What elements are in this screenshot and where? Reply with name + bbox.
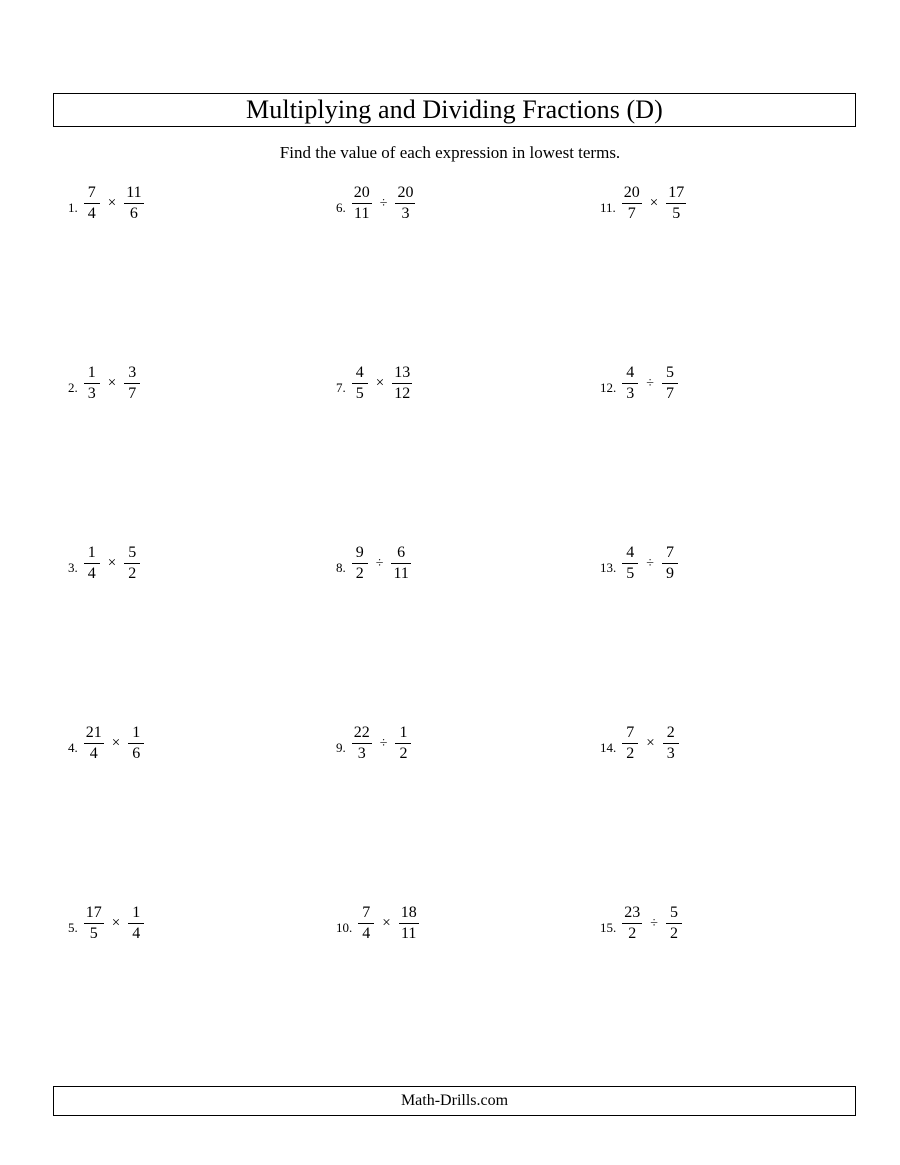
fraction-bar [662,383,678,384]
fraction-denominator: 2 [628,924,637,942]
expression [352,184,416,222]
problem-number: 4. [68,740,78,755]
instructions-text: Find the value of each expression in lowest terms. [279,143,621,162]
expression [358,904,418,942]
fraction-bar [84,203,100,204]
fraction [84,364,100,402]
fraction-numerator: 17 [668,184,685,202]
fraction-denominator: 2 [626,744,635,762]
fraction-numerator: 7 [626,724,635,742]
expression [622,364,678,402]
fraction [84,184,100,222]
fraction-denominator: 2 [399,744,408,762]
fraction-numerator: 4 [626,544,635,562]
multiply-operator: × [107,555,117,571]
problem-row [0,895,900,1075]
fraction-numerator: 7 [87,184,96,202]
problem-item [336,355,412,411]
fraction-numerator: 22 [353,724,370,742]
fraction-bar [124,383,140,384]
fraction [666,184,686,222]
problem-item [600,715,679,771]
fraction-denominator: 11 [401,924,417,942]
problem-row [0,535,900,715]
fraction-numerator: 4 [355,364,364,382]
fraction-bar [352,203,372,204]
fraction-bar [395,203,415,204]
fraction-numerator: 20 [353,184,370,202]
problem-item [600,535,678,591]
fraction-bar [352,563,368,564]
fraction-bar [622,203,642,204]
multiply-operator: × [111,915,121,931]
problem-item [336,535,411,591]
problem-item [68,715,144,771]
fraction-bar [124,203,143,204]
fraction-denominator: 12 [394,384,411,402]
footer-box [53,1086,856,1116]
fraction [124,184,143,222]
expression [622,904,682,942]
problem-number: 15. [600,920,617,935]
fraction-numerator: 18 [400,904,417,922]
fraction-denominator: 2 [355,564,364,582]
expression [352,544,411,582]
problem-number: 8. [336,560,346,575]
problem-item [600,175,686,231]
problem-row [0,355,900,535]
fraction [124,364,140,402]
problem-row [0,175,900,355]
fraction-denominator: 3 [626,384,635,402]
fraction-bar [84,743,104,744]
page-title: Multiplying and Dividing Fractions (D) [246,95,663,124]
multiply-operator: × [107,375,117,391]
fraction-denominator: 6 [132,744,141,762]
problem-number: 11. [600,200,616,215]
fraction [622,364,638,402]
fraction [399,904,419,942]
fraction-bar [84,923,104,924]
fraction-bar [358,923,374,924]
fraction [352,364,368,402]
footer-label: Math-Drills.com [400,1092,509,1109]
multiply-operator: × [107,195,117,211]
divide-operator: ÷ [379,735,388,751]
fraction-numerator: 1 [132,724,141,742]
problem-item [336,715,411,771]
fraction-bar [622,743,638,744]
fraction-bar [399,923,419,924]
fraction-bar [622,383,638,384]
fraction [128,724,144,762]
title-box [53,93,856,127]
fraction-numerator: 1 [399,724,408,742]
problem-number: 9. [336,740,346,755]
fraction-bar [128,923,144,924]
fraction-bar [391,563,410,564]
fraction-numerator: 2 [666,724,675,742]
fraction-bar [124,563,140,564]
fraction-denominator: 11 [354,204,370,222]
problem-item [336,175,415,231]
expression [84,544,140,582]
fraction-denominator: 2 [128,564,137,582]
fraction-bar [352,383,368,384]
multiply-operator: × [382,915,391,931]
fraction-denominator: 3 [87,384,96,402]
fraction-bar [663,743,679,744]
fraction [352,544,368,582]
fraction-denominator: 3 [401,204,410,222]
fraction-denominator: 6 [129,204,138,222]
fraction-numerator: 1 [132,904,141,922]
fraction-denominator: 7 [627,204,636,222]
fraction [392,364,412,402]
fraction [352,724,372,762]
multiply-operator: × [375,375,385,391]
fraction [395,724,411,762]
expression [622,544,678,582]
problem-number: 12. [600,380,617,395]
expression [622,724,678,762]
fraction-bar [128,743,144,744]
fraction [352,184,372,222]
fraction-denominator: 7 [128,384,137,402]
divide-operator: ÷ [646,555,654,571]
problem-number: 7. [336,380,346,395]
fraction-bar [622,923,642,924]
fraction [391,544,410,582]
fraction-denominator: 7 [665,384,674,402]
fraction-numerator: 7 [665,544,674,562]
fraction-denominator: 5 [89,924,98,942]
fraction-bar [84,383,100,384]
problem-row [0,715,900,895]
fraction [622,724,638,762]
multiply-operator: × [649,195,659,211]
fraction-bar [622,563,638,564]
problem-grid [0,175,900,1075]
fraction-numerator: 1 [87,364,96,382]
fraction-denominator: 5 [626,564,635,582]
fraction [622,184,642,222]
fraction [358,904,374,942]
fraction-numerator: 23 [624,904,641,922]
problem-item [68,355,140,411]
divide-operator: ÷ [646,375,654,391]
fraction-denominator: 11 [393,564,409,582]
fraction-denominator: 4 [89,744,98,762]
fraction-bar [666,923,682,924]
fraction-numerator: 5 [128,544,137,562]
expression [622,184,686,222]
fraction [666,904,682,942]
fraction-numerator: 20 [623,184,640,202]
fraction-numerator: 21 [85,724,102,742]
problem-number: 14. [600,740,617,755]
problem-number: 5. [68,920,78,935]
expression [84,184,144,222]
expression [352,724,412,762]
fraction [662,364,678,402]
fraction [84,904,104,942]
expression [84,724,144,762]
fraction-bar [352,743,372,744]
fraction-bar [84,563,100,564]
problem-number: 2. [68,380,78,395]
fraction [128,904,144,942]
problem-item [68,535,140,591]
fraction-denominator: 4 [87,204,96,222]
fraction [622,904,642,942]
fraction-numerator: 3 [128,364,137,382]
fraction-numerator: 7 [362,904,371,922]
multiply-operator: × [646,735,655,751]
fraction-numerator: 5 [669,904,678,922]
fraction-numerator: 1 [87,544,96,562]
fraction-denominator: 4 [362,924,371,942]
fraction [663,724,679,762]
fraction-numerator: 20 [397,184,414,202]
problem-item [68,175,144,231]
fraction-denominator: 5 [672,204,681,222]
problem-item [600,895,682,951]
fraction-denominator: 9 [665,564,674,582]
problem-number: 13. [600,560,617,575]
divide-operator: ÷ [650,915,658,931]
fraction-denominator: 4 [87,564,96,582]
fraction-denominator: 3 [357,744,366,762]
fraction [622,544,638,582]
problem-item [336,895,419,951]
fraction-bar [395,743,411,744]
fraction-denominator: 3 [666,744,675,762]
fraction [84,724,104,762]
fraction-denominator: 5 [355,384,364,402]
fraction-denominator: 4 [132,924,141,942]
fraction-bar [662,563,678,564]
problem-item [68,895,144,951]
fraction-denominator: 2 [669,924,678,942]
fraction-numerator: 11 [126,184,142,202]
problem-number: 10. [336,920,353,935]
fraction-numerator: 17 [85,904,102,922]
expression [84,364,140,402]
divide-operator: ÷ [379,195,388,211]
problem-item [600,355,678,411]
fraction-numerator: 13 [394,364,411,382]
fraction-numerator: 9 [355,544,364,562]
problem-number: 1. [68,200,78,215]
expression [352,364,412,402]
fraction [124,544,140,582]
fraction-bar [392,383,412,384]
divide-operator: ÷ [375,555,384,571]
fraction [662,544,678,582]
expression [84,904,144,942]
fraction [84,544,100,582]
fraction-numerator: 6 [397,544,406,562]
fraction-bar [666,203,686,204]
fraction-numerator: 4 [626,364,635,382]
problem-number: 3. [68,560,78,575]
multiply-operator: × [111,735,121,751]
fraction [395,184,415,222]
fraction-numerator: 5 [665,364,674,382]
problem-number: 6. [336,200,346,215]
